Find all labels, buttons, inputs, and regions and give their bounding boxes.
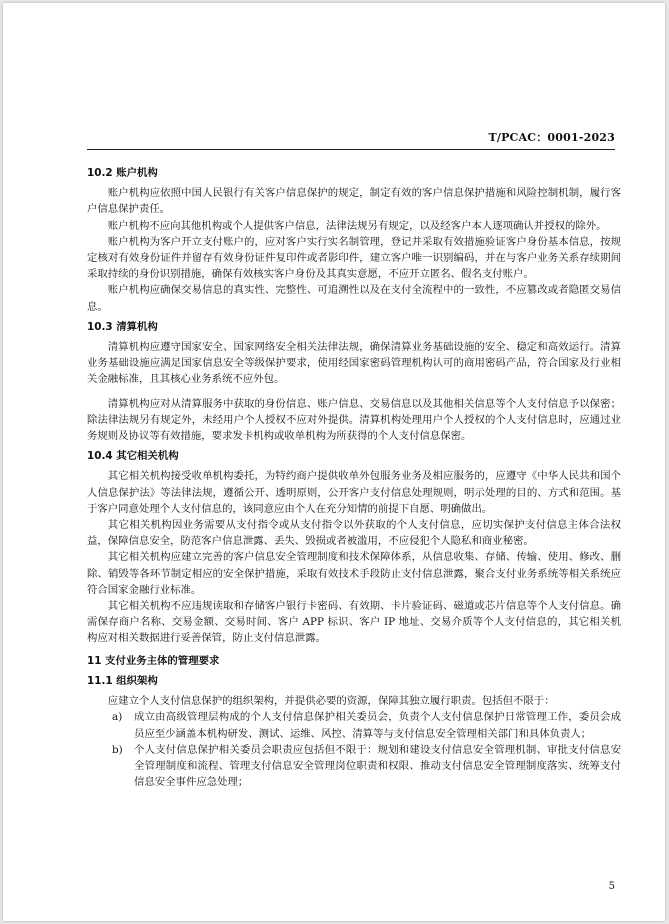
section-heading-10-4: 10.4 其它相关机构 (87, 450, 179, 463)
section-heading-10-2: 10.2 账户机构 (87, 167, 158, 179)
paragraph: 其它相关机构接受收单机构委托，为特约商户提供收单外包服务业务及相应服务的，应遵守《中华人民共和国个人信息保护法》等法律法规，遵循公开、透明原则，公开客户支付信息处理规则，明示处理的目的、方式和范围。基于客户同意处理个人支付信息的，该同意应由个人在充分知情的前提下自愿、明确做出。 (87, 470, 621, 515)
section-heading-11-1: 11.1 组织架构 (87, 674, 158, 687)
paragraph: 清算机构应遵守国家安全、国家网络安全相关法律法规，确保清算业务基础设施的安全、稳定和高效运行。清算业务基础设施应满足国家信息安全等级保护要求，使用经国家密码管理机构认可的商用密码产品，符合国家及行业相关金融标准，且其核心业务系统不应外包。 (87, 341, 621, 386)
page-number: 5 (608, 881, 615, 892)
paragraph: 账户机构为客户开立支付账户的，应对客户实行实名制管理，登记并采取有效措施验证客户身份基本信息，按规定核对有效身份证件并留存有效身份证件复印件或者影印件，建立客户唯一识别编码，并在与客户业务关系存续期间采取持续的身份识别措施，确保有效核实客户身份及其真实意愿，不应开立匿名、假名支付账户。 (87, 235, 621, 281)
list-item (87, 742, 621, 791)
list-marker: b) (112, 743, 123, 756)
document-id: T/PCAC：0001-2023 (488, 131, 615, 144)
chapter-heading-11: 11 支付业务主体的管理要求 (87, 654, 220, 667)
paragraph: 应建立个人支付信息保护的组织架构，并提供必要的资源，保障其独立履行职责。包括但不限于： (107, 695, 555, 708)
section-heading-10-3: 10.3 清算机构 (87, 320, 158, 333)
paragraph: 清算机构应对从清算服务中获取的身份信息、账户信息、交易信息以及其他相关信息等个人支付信息予以保密；除法律法规另有规定外，未经用户个人授权不应对外提供。清算机构处理用户个人授权的个人支付信息时，应通过业务规则及协议等有效措施，要求发卡机构或收单机构为所获得的个人支付信息保密。 (87, 397, 621, 443)
document-page (3, 3, 665, 921)
list-item (87, 709, 621, 741)
header-rule (87, 149, 615, 150)
page-content (87, 161, 621, 790)
list-item-text: 成立由高级管理层构成的个人支付信息保护相关委员会，负责个人支付信息保护日常管理工作，委员会成员应至少涵盖本机构研发、测试、运维、风控、清算等与支付信息安全管理相关部门和具体负责人； (134, 711, 621, 740)
paragraph: 其它相关机构不应违规读取和存储客户银行卡密码、有效期、卡片验证码、磁道或芯片信息等个人支付信息。确需保存商户名称、交易金额、交易时间、客户 APP 标识、客户 IP 地址、交易介质等个人支付信息的，其它相关机构应对相关数据进行妥善保管，防止支付信息泄露。 (87, 600, 621, 645)
list-item-text: 个人支付信息保护相关委员会职责应包括但不限于：规划和建设支付信息安全管理机制、审批支付信息安全管理制度和流程、管理支付信息安全管理岗位职责和权限、推动支付信息安全管理制度落实、统筹支付信息安全事件应急处理； (134, 743, 621, 789)
paragraph: 其它相关机构应建立完善的客户信息安全管理制度和技术保障体系，从信息收集、存储、传输、使用、修改、删除、销毁等各环节制定相应的安全保护措施，采取有效技术手段防止支付信息泄露，聚合支付业务系统等相关系统应符合国家金融行业标准。 (87, 551, 621, 596)
paragraph: 其它相关机构因业务需要从支付指令或从支付指令以外获取的个人支付信息，应切实保护支付信息主体合法权益，保障信息安全，防范客户信息泄露、丢失、毁损或者被滥用，不应侵犯个人隐私和商业秘密。 (87, 519, 621, 548)
paragraph: 账户机构不应向其他机构或个人提供客户信息，法律法规另有规定，以及经客户本人逐项确认并授权的除外。 (107, 219, 607, 232)
paragraph: 账户机构应依照中国人民银行有关客户信息保护的规定，制定有效的客户信息保护措施和风险控制机制，履行客户信息保护责任。 (87, 187, 621, 216)
paragraph: 账户机构应确保交易信息的真实性、完整性、可追溯性以及在支付全流程中的一致性，不应篡改或者隐匿交易信息。 (87, 284, 621, 313)
list-marker: a) (112, 711, 123, 724)
